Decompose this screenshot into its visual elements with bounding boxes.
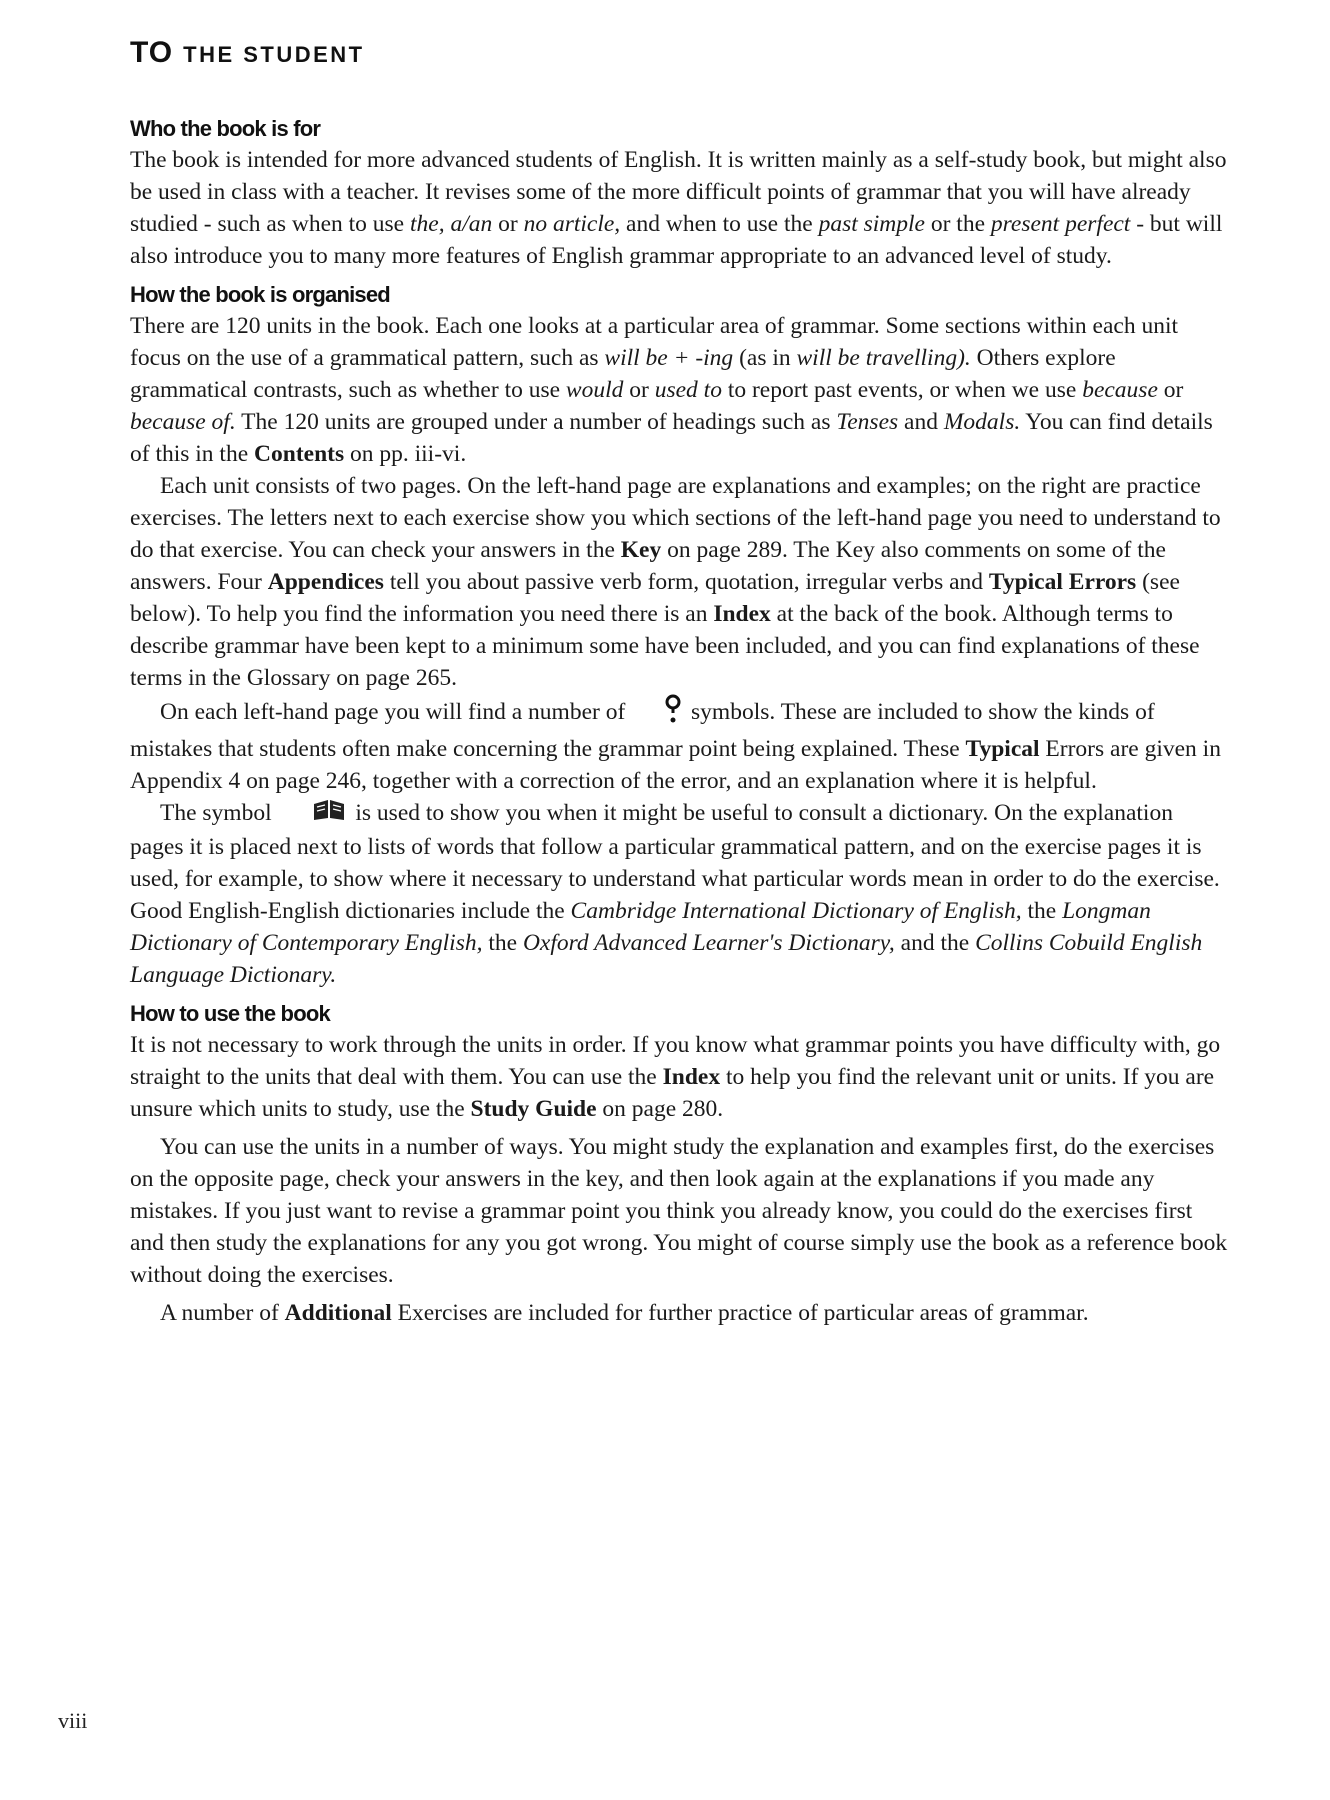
- paragraph-organised-3: On each left-hand page you will find a number of symbols. These are included to show the kinds of mistakes that students often make concerning the grammar point being explained. These Typical Errors are given in Appendix 4 on page 246, together with a correction of the error, and an explanation where it is helpful.: [130, 694, 1230, 797]
- paragraph-organised-1: There are 120 units in the book. Each one looks at a particular area of grammar. Some sections within each unit focus on the use of a grammatical pattern, such as will be + -ing (as in will be travelling). Others explore grammatical contrasts, such as whether to use would or used to to report past events, or when we use because or because of. The 120 units are grouped under a number of headings such as Tenses and Modals. You can find details of this in the Contents on pp. iii-vi.: [130, 313, 1213, 467]
- paragraph-use-3: A number of Additional Exercises are included for further practice of particular areas of grammar.: [160, 1300, 1089, 1327]
- page-title: TO THE STUDENT: [130, 36, 365, 69]
- typical-error-icon: [635, 694, 681, 733]
- paragraph-use-1: It is not necessary to work through the units in order. If you know what grammar points you have difficulty with, go straight to the units that deal with them. You can use the Index to help you find the relevant unit or units. If you are unsure which units to study, use the Study Guide on page 280.: [130, 1032, 1221, 1123]
- paragraph-who: The book is intended for more advanced students of English. It is written mainly as a self-study book, but might also be used in class with a teacher. It revises some of the more difficult points of grammar that you will have already studied - such as when to use the, a/an or no article, and when to use the past simple or the present perfect - but will also introduce you to many more features of English grammar appropriate to an advanced level of study.: [130, 147, 1227, 269]
- dictionary-icon: [282, 798, 346, 831]
- page-body: [130, 36, 1230, 1329]
- paragraph-organised-4: The symbol is used to show you when it might be useful to consult a dictionary. On the explanation pages it is placed next to lists of words that follow a particular grammatical pattern, and on the exercise pages it is used, for example, to show where it necessary to understand what particular words mean in order to do the exercise. Good English-English dictionaries include the Cambridge International Dictionary of English, the Longman Dictionary of Contemporary English, the Oxford Advanced Learner's Dictionary, and the Collins Cobuild English Language Dictionary.: [130, 800, 1220, 989]
- paragraph-use-2: You can use the units in a number of ways. You might study the explanation and examples first, do the exercises on the opposite page, check your answers in the key, and then look again at the explanations if you made any mistakes. If you just want to revise a grammar point you think you already know, you could do the exercises first and then study the explanations for any you got wrong. You might of course simply use the book as a reference book without doing the exercises.: [130, 1134, 1228, 1289]
- section-heading-use: How to use the book: [130, 1001, 330, 1027]
- section-heading-who: Who the book is for: [130, 116, 321, 141]
- paragraph-organised-2: Each unit consists of two pages. On the left-hand page are explanations and examples; on the right are practice exercises. The letters next to each exercise show you which sections of the left-hand page you need to understand to do that exercise. You can check your answers in the Key on page 289. The Key also comments on some of the answers. Four Appendices tell you about passive verb form, quotation, irregular verbs and Typical Errors (see below). To help you find the information you need there is an Index at the back of the book. Although terms to describe grammar have been kept to a minimum some have been included, and you can find explanations of these terms in the Glossary on page 265.: [130, 473, 1221, 691]
- section-heading-organised: How the book is organised: [130, 282, 390, 307]
- page-number: viii: [58, 1708, 88, 1733]
